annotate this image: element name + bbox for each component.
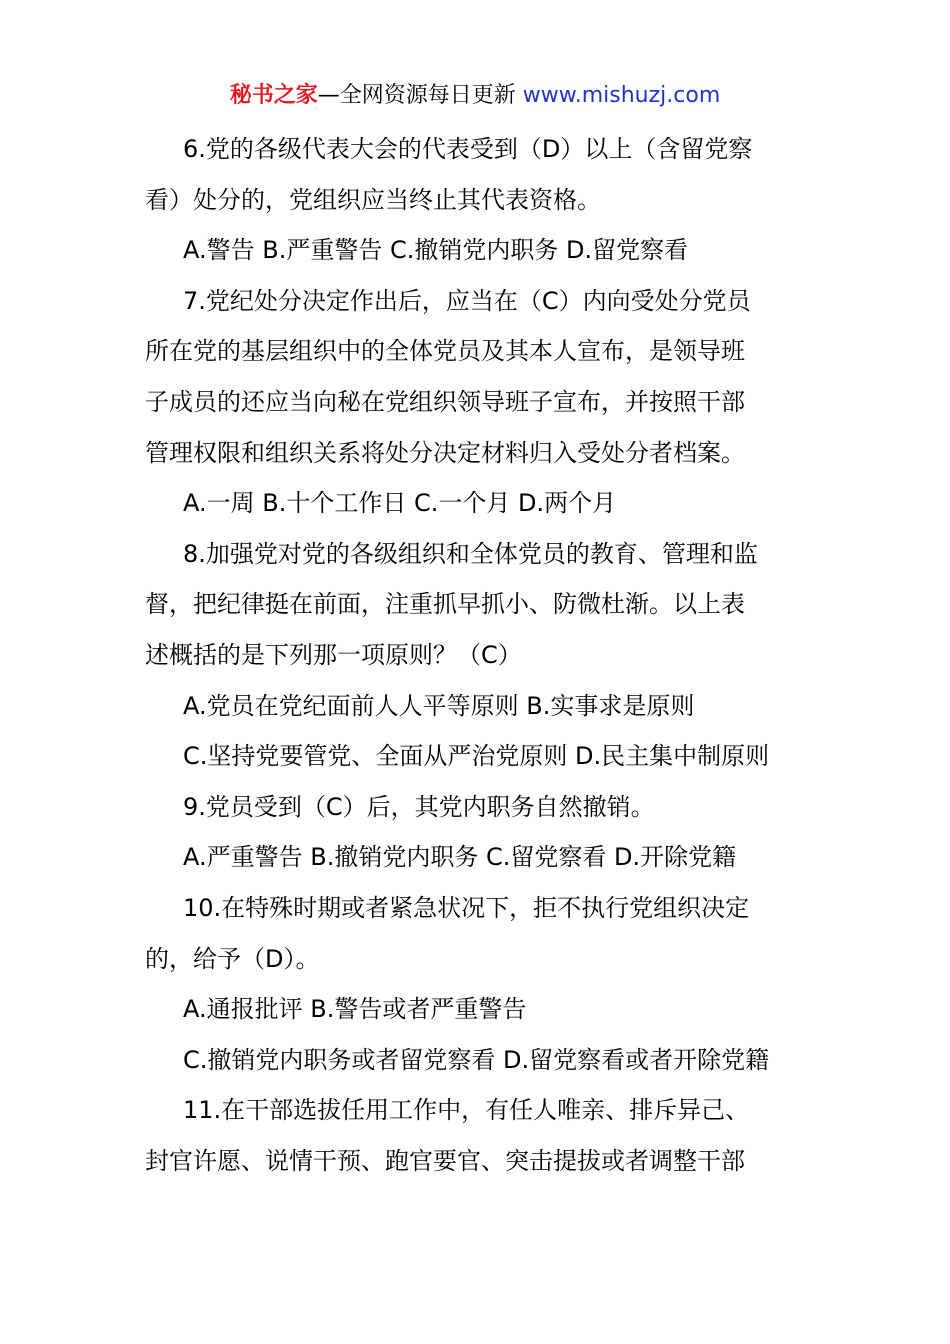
header-tagline: —全网资源每日更新 (317, 83, 516, 108)
question-7-line-2: 所在党的基层组织中的全体党员及其本人宣布，是领导班 (145, 337, 745, 366)
question-10-options-cd: C.撤销党内职务或者留党察看 D.留党察看或者开除党籍 (183, 1045, 770, 1074)
question-6-line-2: 看）处分的，党组织应当终止其代表资格。 (145, 185, 601, 214)
question-8-line-2: 督，把纪律挺在前面，注重抓早抓小、防微杜渐。以上表 (145, 590, 745, 619)
question-10-line-1: 10.在特殊时期或者紧急状况下，拒不执行党组织决定 (183, 893, 750, 922)
question-10-line-2: 的，给予（D）。 (145, 944, 320, 973)
question-8-line-3: 述概括的是下列那一项原则？（C） (145, 640, 522, 669)
question-7-line-1: 7.党纪处分决定作出后，应当在（C）内向受处分党员 (183, 286, 751, 315)
question-6-line-1: 6.党的各级代表大会的代表受到（D）以上（含留党察 (183, 135, 753, 163)
question-8-line-1: 8.加强党对党的各级组织和全体党员的教育、管理和监 (183, 539, 758, 568)
site-header (0, 80, 950, 112)
question-8-options-ab: A.党员在党纪面前人人平等原则 B.实事求是原则 (183, 691, 695, 720)
question-7-line-3: 子成员的还应当向秘在党组织领导班子宣布，并按照干部 (145, 387, 745, 416)
document-body (145, 124, 810, 1186)
site-url-link[interactable]: www.mishuzj.com (522, 83, 721, 108)
question-8-options-cd: C.坚持党要管党、全面从严治党原则 D.民主集中制原则 (183, 742, 770, 771)
question-9-line-1: 9.党员受到（C）后，其党内职务自然撤销。 (183, 792, 655, 821)
question-7-options: A.一周 B.十个工作日 C.一个月 D.两个月 (183, 489, 617, 518)
question-6-options: A.警告 B.严重警告 C.撤销党内职务 D.留党察看 (183, 236, 689, 265)
question-11-line-2: 封官许愿、说情干预、跑官要官、突击提拔或者调整干部 (145, 1146, 745, 1175)
question-10-options-ab: A.通报批评 B.警告或者严重警告 (183, 995, 527, 1024)
question-7-line-4: 管理权限和组织关系将处分决定材料归入受处分者档案。 (145, 438, 745, 467)
question-11-line-1: 11.在干部选拔任用工作中，有任人唯亲、排斥异己、 (183, 1096, 750, 1125)
question-9-options: A.严重警告 B.撤销党内职务 C.留党察看 D.开除党籍 (183, 843, 737, 872)
brand-name: 秘书之家 (229, 83, 318, 108)
